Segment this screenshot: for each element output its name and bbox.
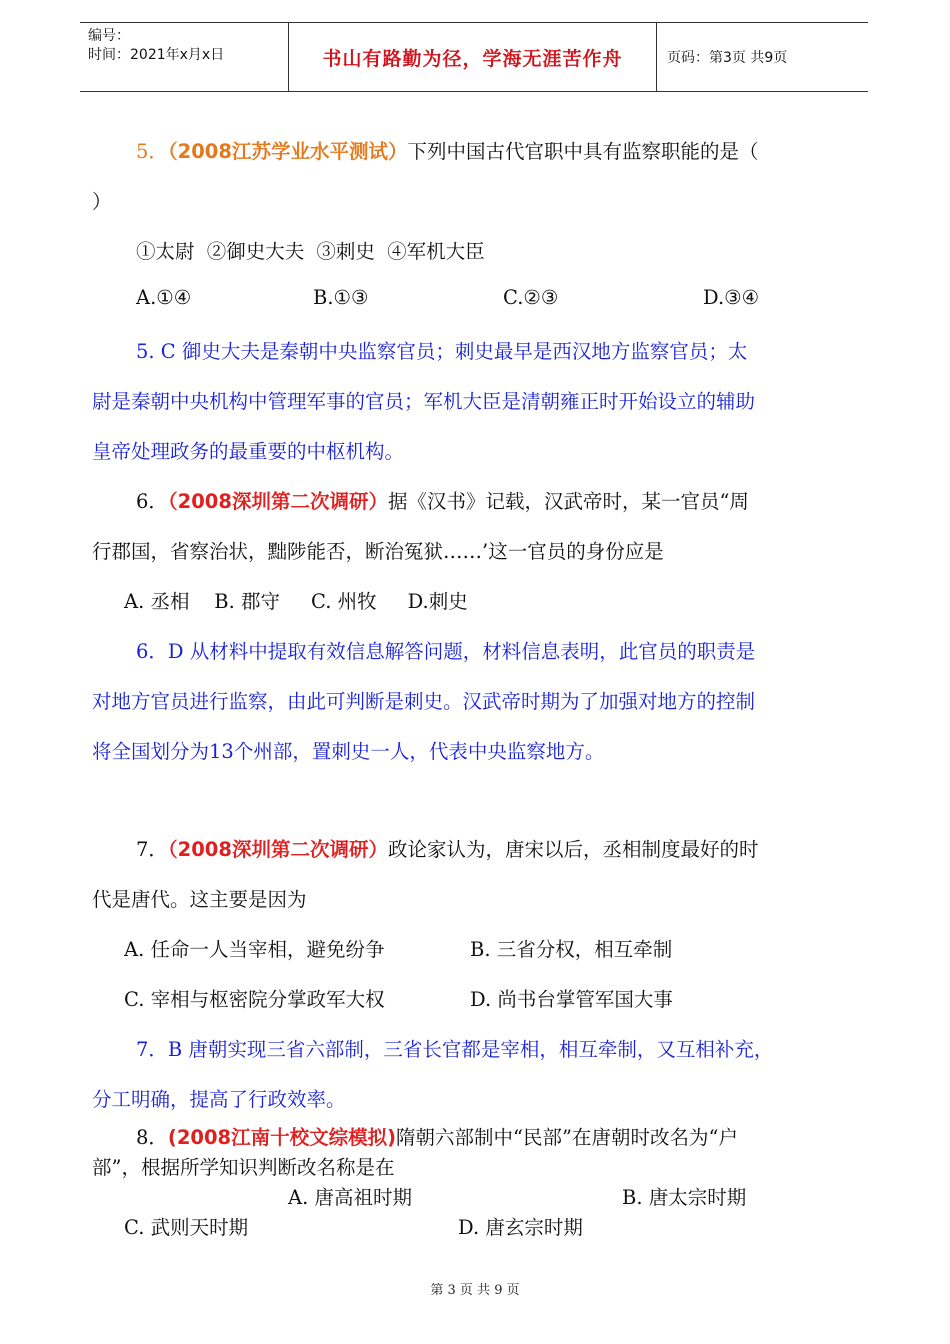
header-motto: 书山有路勤为径，学海无涯苦作舟: [289, 23, 657, 91]
q5-opt-c: C.②③: [503, 286, 559, 309]
q7-opt-d: D. 尚书台掌管军国大事: [470, 988, 673, 1011]
q7-opt-c: C. 宰相与枢密院分掌政军大权: [124, 988, 385, 1011]
q8-opt-b: B. 唐太宗时期: [622, 1186, 747, 1209]
number-label: 编号：: [88, 28, 130, 44]
q6-answer-line1: 6．D 从材料中提取有效信息解答问题，材料信息表明，此官员的职责是: [136, 640, 756, 663]
q6-answer-line2: 对地方官员进行监察，由此可判断是刺史。汉武帝时期为了加强对地方的控制: [92, 690, 756, 713]
q6-stem1: 据《汉书》记载，汉武帝时，某一官员“周: [387, 490, 749, 513]
page-header: [80, 22, 868, 92]
q6-source: （2008深圳第二次调研）: [167, 490, 388, 513]
q6-stem-line2: 行郡国，省察治状，黜陟能否，断治冤狱……’这一官员的身份应是: [92, 540, 664, 563]
page-footer: 第 3 页 共 9 页: [430, 1283, 520, 1298]
q5-opt-d: D.③④: [703, 286, 760, 309]
q6-answer-line3: 将全国划分为13个州部，置刺史一人，代表中央监察地方。: [92, 740, 605, 763]
q7-stem-line1: [136, 834, 758, 862]
q5-source: （2008江苏学业水平测试）: [167, 140, 408, 163]
q7-answer-line2: 分工明确，提高了行政效率。: [92, 1088, 346, 1111]
q5-answer-line3: 皇帝处理政务的最重要的中枢机构。: [92, 440, 405, 463]
q7-number: 7．: [136, 838, 168, 861]
q6-stem-line1: [136, 486, 749, 514]
q5-answer-line1: 5. C 御史大夫是秦朝中央监察官员；刺史最早是西汉地方监察官员；太: [136, 340, 748, 363]
q8-opt-d: D. 唐玄宗时期: [458, 1216, 583, 1239]
q7-stem1: 政论家认为，唐宋以后，丞相制度最好的时: [387, 838, 759, 861]
q6-number: 6．: [136, 490, 168, 513]
q8-stem-line2: 部”，根据所学知识判断改名称是在: [92, 1156, 395, 1179]
q5-stem1: 下列中国古代官职中具有监察职能的是（: [407, 140, 759, 163]
header-meta: [80, 23, 289, 91]
q7-stem-line2: 代是唐代。这主要是因为: [92, 888, 307, 911]
time-label: 时间：2021年x月x日: [88, 47, 225, 63]
q5-answer-line2: 尉是秦朝中央机构中管理军事的官员；军机大臣是清朝雍正时开始设立的辅助: [92, 390, 756, 413]
q5-opt-b: B.①③: [313, 286, 369, 309]
q8-stem1: 隋朝六部制中“民部”在唐朝时改名为“户: [396, 1126, 738, 1149]
q8-source: (2008江南十校文综模拟): [167, 1126, 397, 1149]
q7-opt-b: B. 三省分权，相互牵制: [470, 938, 673, 961]
header-page-code: 页码：第3页 共9页: [667, 50, 788, 66]
q8-number: 8．: [136, 1126, 168, 1149]
q5-stem-line1: [136, 136, 758, 164]
q7-answer-line1: 7．B 唐朝实现三省六部制，三省长官都是宰相，相互牵制，又互相补充，: [136, 1038, 774, 1061]
q5-items: ①太尉 ②御史大夫 ③刺史 ④军机大臣: [136, 240, 485, 263]
q6-options: A. 丞相 B. 郡守 C. 州牧 D.刺史: [124, 590, 468, 613]
q5-stem-line2: ）: [92, 190, 112, 213]
q8-opt-c: C. 武则天时期: [124, 1216, 249, 1239]
q8-stem-line1: [136, 1122, 738, 1150]
q7-source: （2008深圳第二次调研）: [167, 838, 388, 861]
q5-opt-a: A.①④: [136, 286, 192, 309]
q5-number: 5．: [136, 140, 168, 163]
q7-opt-a: A. 任命一人当宰相，避免纷争: [124, 938, 385, 961]
q8-opt-a: A. 唐高祖时期: [288, 1186, 412, 1209]
